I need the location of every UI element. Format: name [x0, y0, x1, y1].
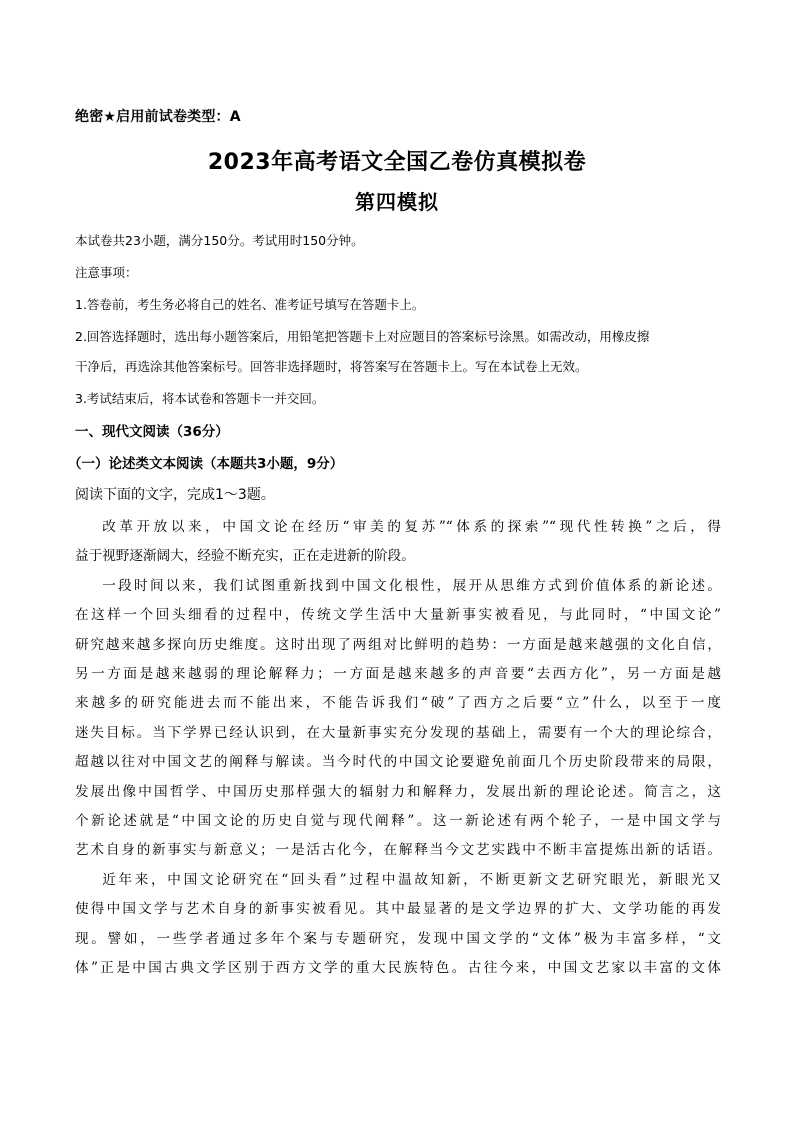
- passage-line: 体”正是中国古典文学区别于西方文学的重大民族特色。古往今来，中国文艺家以丰富的文体: [75, 960, 721, 977]
- passage-line: 一段时间以来，我们试图重新找到中国文化根性，展开从思维方式到价值体系的新论述。: [102, 577, 721, 594]
- exam-info: 本试卷共23小题，满分150分。考试用时150分钟。: [75, 233, 364, 248]
- security-label: 绝密★启用前试卷类型：A: [75, 109, 241, 125]
- passage-line: 使得中国文学与艺术自身的新事实被看见。其中最显著的是文学边界的扩大、文学功能的再发: [75, 901, 721, 918]
- passage-line: 来越多的研究能进去而不能出来，不能告诉我们“破”了西方之后要“立”什么，以至于一度: [75, 695, 721, 712]
- note-item: 干净后，再选涂其他答案标号。回答非选择题时，将答案写在答题卡上。写在本试卷上无效。: [75, 359, 588, 374]
- passage-line: 艺术自身的新事实与新意义；一是活古化今，在解释当今文艺实践中不断丰富提炼出新的话语。: [75, 842, 721, 859]
- passage-line: 现。譬如，一些学者通过多年个案与专题研究，发现中国文学的“文体”极为丰富多样，“文: [75, 930, 721, 947]
- passage-line: 迷失目标。当下学界已经认识到，在大量新事实充分发现的基础上，需要有一个大的理论综合，: [75, 724, 721, 741]
- passage-line: 另一方面是越来越弱的理论解释力；一方面是越来越多的声音要“去西方化”，另一方面是越: [75, 666, 721, 683]
- reading-passage: [75, 513, 721, 984]
- passage-line: 益于视野逐渐阔大，经验不断充实，正在走进新的阶段。: [75, 548, 415, 565]
- note-item: 1.答卷前，考生务必将自己的姓名、准考证号填写在答题卡上。: [75, 297, 425, 312]
- subsection-heading: （一）论述类文本阅读（本题共3小题，9分）: [68, 456, 344, 472]
- note-item: 3.考试结束后，将本试卷和答题卡一并交回。: [75, 391, 325, 406]
- passage-line: 超越以往对中国文艺的阐释与解读。当今时代的中国文论要避免前面几个历史阶段带来的局限，: [75, 754, 721, 771]
- passage-line: 个新论述就是“中国文论的历史自觉与现代阐释”。这一新论述有两个轮子，一是中国文学与: [75, 813, 721, 830]
- passage-line: 改革开放以来，中国文论在经历“审美的复苏”“体系的探索”“现代性转换”之后，得: [102, 519, 721, 535]
- page-title: 2023年高考语文全国乙卷仿真模拟卷: [207, 150, 587, 175]
- note-item: 2.回答选择题时，选出每小题答案后，用铅笔把答题卡上对应题目的答案标号涂黑。如需改动，用橡皮擦: [75, 329, 650, 344]
- page-subtitle: 第四模拟: [355, 190, 439, 214]
- passage-line: 近年来，中国文论研究在“回头看”过程中温故知新，不断更新文艺研究眼光，新眼光又: [102, 871, 721, 888]
- reading-instruction: 阅读下面的文字，完成1～3题。: [75, 487, 275, 503]
- passage-line: 发展出像中国哲学、中国历史那样强大的辐射力和解释力，发展出新的理论论述。简言之，这: [75, 783, 721, 800]
- passage-line: 在这样一个回头细看的过程中，传统文学生活中大量新事实被看见，与此同时，“中国文论”: [75, 607, 721, 624]
- section-heading: 一、现代文阅读（36分）: [75, 424, 229, 440]
- notes-heading: 注意事项：: [75, 265, 138, 280]
- passage-line: 研究越来越多探向历史维度。这时出现了两组对比鲜明的趋势：一方面是越来越强的文化自信，: [75, 636, 721, 653]
